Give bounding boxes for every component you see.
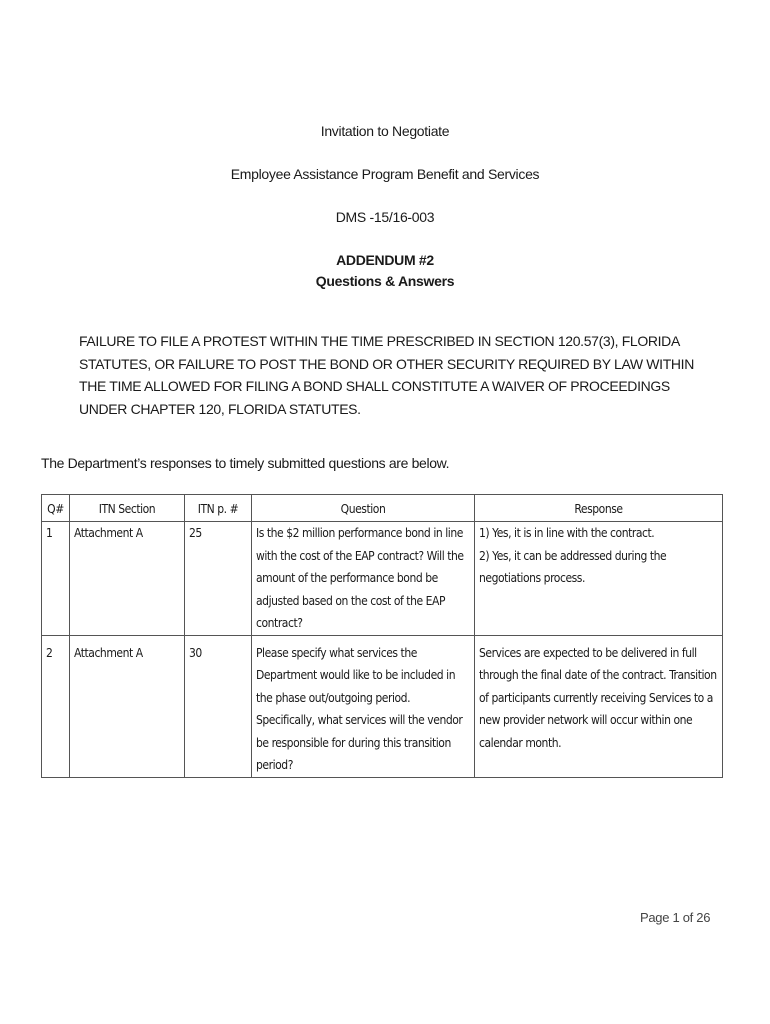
- cell-question: Please specify what services the Department would like to be included in the phase out/outgoing period. Specifically, what services will the vendor be responsible for during this transition period?: [252, 635, 475, 777]
- page-number: Page 1 of 26: [640, 910, 711, 925]
- table-row: [42, 522, 723, 636]
- cell-itn-section: Attachment A: [70, 522, 185, 636]
- intro-sentence: The Department’s responses to timely submitted questions are below.: [41, 455, 450, 471]
- qa-table: [41, 494, 723, 778]
- cell-q-number: 1: [42, 522, 70, 636]
- cell-question: Is the $2 million performance bond in line with the cost of the EAP contract? Will the amount of the performance bond be adjusted based on the cost of the EAP contract?: [252, 522, 475, 636]
- cell-itn-section: Attachment A: [70, 635, 185, 777]
- table-row: [42, 635, 723, 777]
- doc-heading-program: Employee Assistance Program Benefit and Services: [230, 166, 540, 182]
- addendum-title: ADDENDUM #2: [336, 252, 434, 268]
- header-question: Question: [252, 495, 475, 522]
- addendum-subtitle: Questions & Answers: [315, 273, 455, 289]
- header-response: Response: [475, 495, 723, 522]
- doc-heading-itn: Invitation to Negotiate: [320, 123, 450, 139]
- cell-response: [475, 522, 723, 636]
- cell-response: Services are expected to be delivered in full through the final date of the contract. Transition of participants currently receiving Services to a new provider network will occur within one calendar month.: [475, 635, 723, 777]
- response-line: 2) Yes, it can be addressed during the negotiations process.: [479, 548, 667, 585]
- cell-q-number: 2: [42, 635, 70, 777]
- cell-itn-page: 25: [185, 522, 252, 636]
- doc-heading-number: DMS -15/16-003: [335, 209, 435, 225]
- header-itn-page: ITN p. #: [185, 495, 252, 522]
- header-itn-section: ITN Section: [70, 495, 185, 522]
- cell-itn-page: 30: [185, 635, 252, 777]
- header-q-number: Q#: [42, 495, 70, 522]
- protest-warning-paragraph: FAILURE TO FILE A PROTEST WITHIN THE TIME PRESCRIBED IN SECTION 120.57(3), FLORIDA STATUTES, OR FAILURE TO POST THE BOND OR OTHER SECURITY REQUIRED BY LAW WITHIN THE TIME ALLOWED FOR FILING A BOND SHALL CONSTITUTE A WAIVER OF PROCEEDINGS UNDER CHAPTER 120, FLORIDA STATUTES.: [79, 333, 694, 417]
- qa-table-header-row: [42, 495, 723, 522]
- response-line: 1) Yes, it is in line with the contract.: [479, 526, 655, 540]
